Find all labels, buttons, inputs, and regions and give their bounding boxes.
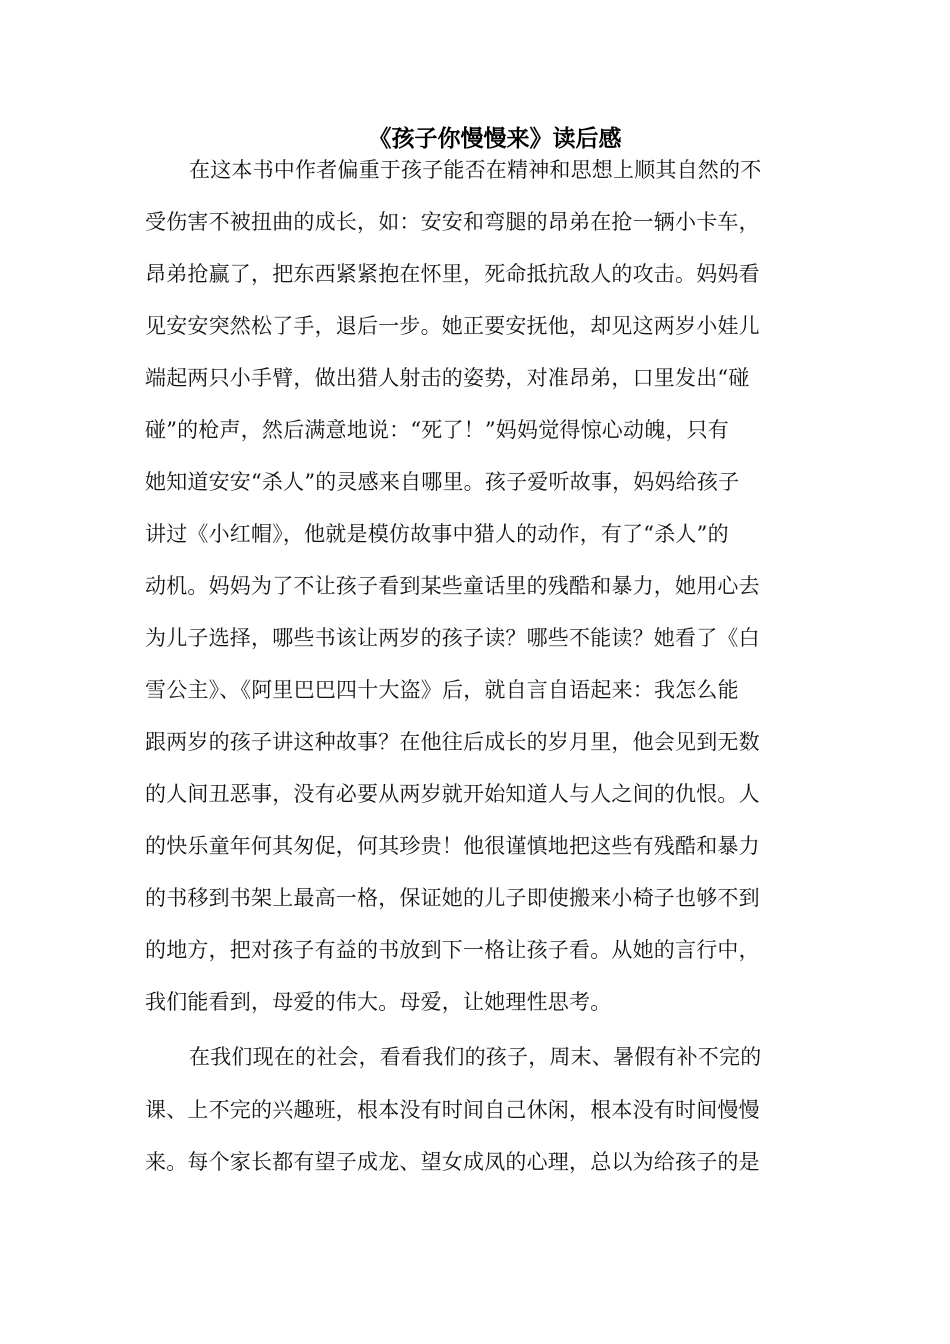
text-line: 昂弟抢赢了，把东西紧紧抱在怀里，死命抵抗敌人的攻击。妈妈看 xyxy=(145,262,760,286)
document-title: 《孩子你慢慢来》读后感 xyxy=(368,126,622,152)
text-line: 在这本书中作者偏重于孩子能否在精神和思想上顺其自然的不 xyxy=(189,158,762,182)
text-line: 我们能看到，母爱的伟大。母爱，让她理性思考。 xyxy=(145,990,612,1014)
text-line: 的快乐童年何其匆促，何其珍贵！他很谨慎地把这些有残酷和暴力 xyxy=(145,834,760,858)
text-line: 课、上不完的兴趣班，根本没有时间自己休闲，根本没有时间慢慢 xyxy=(145,1098,760,1122)
text-line: 碰”的枪声，然后满意地说：“死了！”妈妈觉得惊心动魄，只有 xyxy=(145,418,730,442)
text-line: 的书移到书架上最高一格，保证她的儿子即使搬来小椅子也够不到 xyxy=(145,886,760,910)
text-line: 她知道安安“杀人”的灵感来自哪里。孩子爱听故事，妈妈给孩子 xyxy=(145,470,740,494)
text-line: 在我们现在的社会，看看我们的孩子，周末、暑假有补不完的 xyxy=(189,1045,762,1069)
text-line: 讲过《小红帽》，他就是模仿故事中猎人的动作，有了“杀人”的 xyxy=(145,522,729,546)
text-line: 的人间丑恶事，没有必要从两岁就开始知道人与人之间的仇恨。人 xyxy=(145,782,760,806)
text-line: 端起两只小手臂，做出猎人射击的姿势，对准昂弟，口里发出“碰 xyxy=(145,366,750,390)
text-line: 跟两岁的孩子讲这种故事？在他往后成长的岁月里，他会见到无数 xyxy=(145,730,760,754)
text-line: 见安安突然松了手，退后一步。她正要安抚他，却见这两岁小娃儿 xyxy=(145,314,760,338)
text-line: 动机。妈妈为了不让孩子看到某些童话里的残酷和暴力，她用心去 xyxy=(145,574,760,598)
text-line: 雪公主》、《阿里巴巴四十大盗》后，就自言自语起来：我怎么能 xyxy=(145,678,739,702)
text-line: 为儿子选择，哪些书该让两岁的孩子读？哪些不能读？她看了《白 xyxy=(145,626,760,650)
text-line: 的地方，把对孩子有益的书放到下一格让孩子看。从她的言行中， xyxy=(145,938,760,962)
text-line: 来。每个家长都有望子成龙、望女成凤的心理，总以为给孩子的是 xyxy=(145,1150,760,1174)
text-line: 受伤害不被扭曲的成长，如：安安和弯腿的昂弟在抢一辆小卡车， xyxy=(145,210,760,234)
